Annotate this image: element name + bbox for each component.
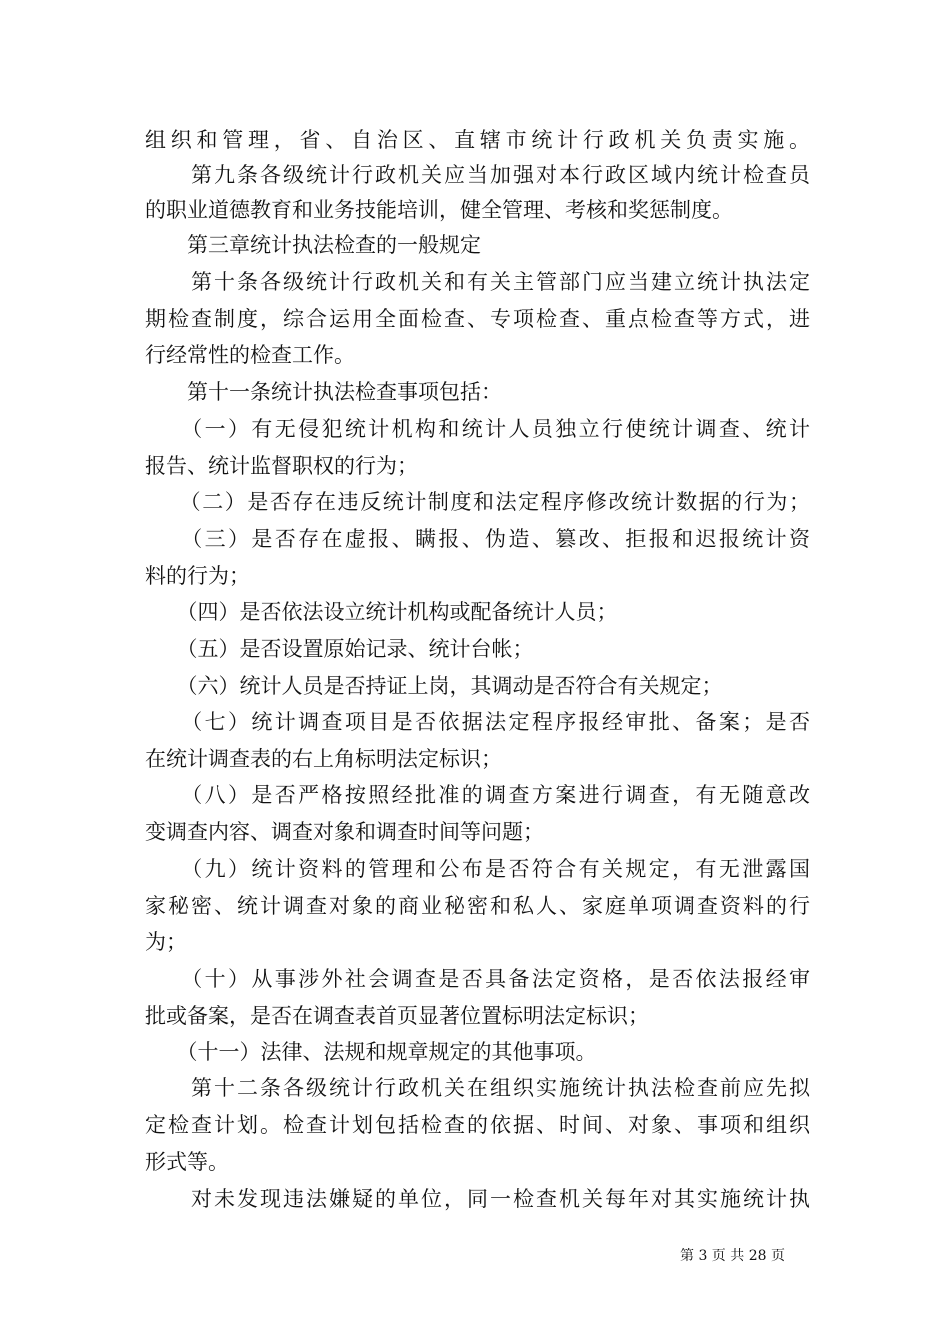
text-line: 为； bbox=[145, 930, 187, 954]
text-line: 期检查制度，综合运用全面检查、专项检查、重点检查等方式，进 bbox=[145, 307, 810, 331]
text-line: 第十二条各级统计行政机关在组织实施统计执法检查前应先拟 bbox=[145, 1076, 810, 1100]
text-line: 定检查计划。检查计划包括检查的依据、时间、对象、事项和组织 bbox=[145, 1113, 810, 1137]
text-line: 料的行为； bbox=[145, 564, 250, 588]
text-line: （十）从事涉外社会调查是否具备法定资格，是否依法报经审 bbox=[145, 967, 810, 991]
text-line: （八）是否严格按照经批准的调查方案进行调查，有无随意改 bbox=[145, 783, 810, 807]
text-line: （二）是否存在违反统计制度和法定程序修改统计数据的行为； bbox=[145, 490, 810, 514]
text-line: （五）是否设置原始记录、统计台帐； bbox=[145, 637, 534, 661]
text-line: （一）有无侵犯统计机构和统计人员独立行使统计调查、统计 bbox=[145, 417, 810, 441]
text-line: 家秘密、统计调查对象的商业秘密和私人、家庭单项调查资料的行 bbox=[145, 894, 810, 918]
text-line: （三）是否存在虚报、瞒报、伪造、篡改、拒报和迟报统计资 bbox=[145, 527, 810, 551]
text-line: （十一）法律、法规和规章规定的其他事项。 bbox=[145, 1040, 597, 1064]
text-line: 报告、统计监督职权的行为； bbox=[145, 454, 418, 478]
text-line: 第十条各级统计行政机关和有关主管部门应当建立统计执法定 bbox=[145, 270, 810, 294]
section-heading: 第三章统计执法检查的一般规定 bbox=[145, 233, 481, 257]
text-line: 组织和管理，省、自治区、直辖市统计行政机关负责实施。 bbox=[145, 128, 810, 152]
text-line: （七）统计调查项目是否依据法定程序报经审批、备案；是否 bbox=[145, 710, 810, 734]
text-line: 对未发现违法嫌疑的单位，同一检查机关每年对其实施统计执 bbox=[145, 1187, 810, 1211]
text-line: 行经常性的检查工作。 bbox=[145, 343, 355, 367]
text-line: （四）是否依法设立统计机构或配备统计人员； bbox=[145, 600, 618, 624]
text-line: 第十一条统计执法检查事项包括： bbox=[145, 380, 502, 404]
page-number: 第 3 页 共 28 页 bbox=[680, 1248, 785, 1264]
text-line: （六）统计人员是否持证上岗，其调动是否符合有关规定； bbox=[145, 674, 723, 698]
text-line: 在统计调查表的右上角标明法定标识； bbox=[145, 747, 502, 771]
text-line: 的职业道德教育和业务技能培训，健全管理、考核和奖惩制度。 bbox=[145, 198, 733, 222]
text-line: 第九条各级统计行政机关应当加强对本行政区域内统计检查员 bbox=[145, 163, 810, 187]
text-line: 形式等。 bbox=[145, 1150, 229, 1174]
text-line: （九）统计资料的管理和公布是否符合有关规定，有无泄露国 bbox=[145, 857, 810, 881]
text-line: 批或备案，是否在调查表首页显著位置标明法定标识； bbox=[145, 1004, 649, 1028]
text-line: 变调查内容、调查对象和调查时间等问题； bbox=[145, 820, 544, 844]
